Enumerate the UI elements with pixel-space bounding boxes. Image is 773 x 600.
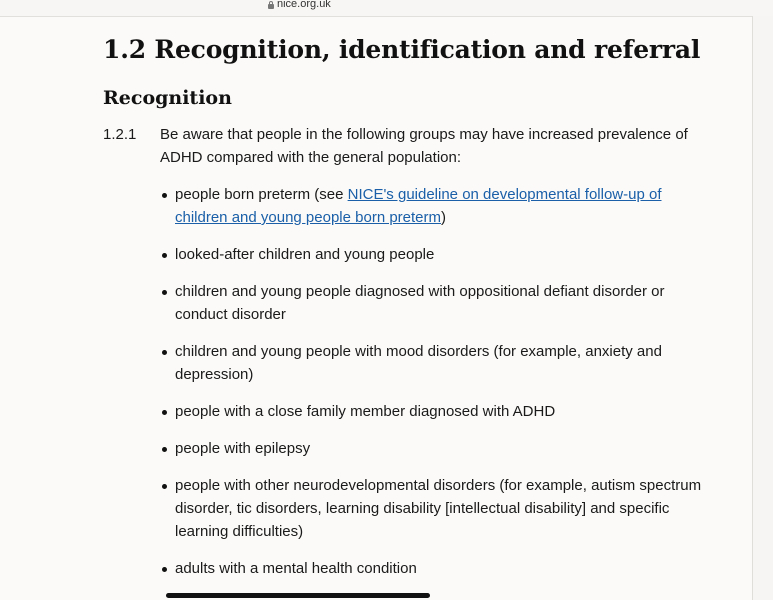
recommendation-number: 1.2.1 [103, 126, 137, 143]
list-item: children and young people diagnosed with oppositional defiant disorder or conduct disorder [175, 280, 715, 326]
list-item: looked-after children and young people [175, 243, 715, 266]
section-subheading: Recognition [103, 87, 232, 109]
lock-icon [268, 1, 274, 9]
preterm-guideline-link[interactable]: NICE's guideline on developmental follow-up of children and young people born preterm [175, 186, 662, 226]
recommendation [103, 123, 723, 169]
list-item: adults with a mental health condition [175, 557, 715, 580]
home-indicator[interactable] [166, 593, 430, 598]
scroll-track[interactable] [752, 16, 773, 600]
browser-address-bar[interactable] [0, 0, 773, 17]
list-item-text: ) [441, 209, 447, 226]
url-display[interactable] [268, 0, 331, 11]
list-item: children and young people with mood disorders (for example, anxiety and depression) [175, 340, 715, 386]
recommendation-text: Be aware that people in the following groups may have increased prevalence of ADHD compared with the general population: [160, 126, 688, 166]
list-item: people with a close family member diagnosed with ADHD [175, 400, 715, 423]
section-title: 1.2 Recognition, identification and referral [103, 35, 701, 64]
main-content [103, 30, 723, 594]
list-item: people with other neurodevelopmental disorders (for example, autism spectrum disorder, tic disorders, learning disability [intellectual disability] and specific learning difficulties) [175, 474, 715, 543]
list-item [175, 183, 715, 229]
list-item-text: people born preterm (see [175, 186, 348, 203]
risk-group-list [103, 183, 723, 580]
list-item: people with epilepsy [175, 437, 715, 460]
url-text: nice.org.uk [277, 0, 331, 10]
